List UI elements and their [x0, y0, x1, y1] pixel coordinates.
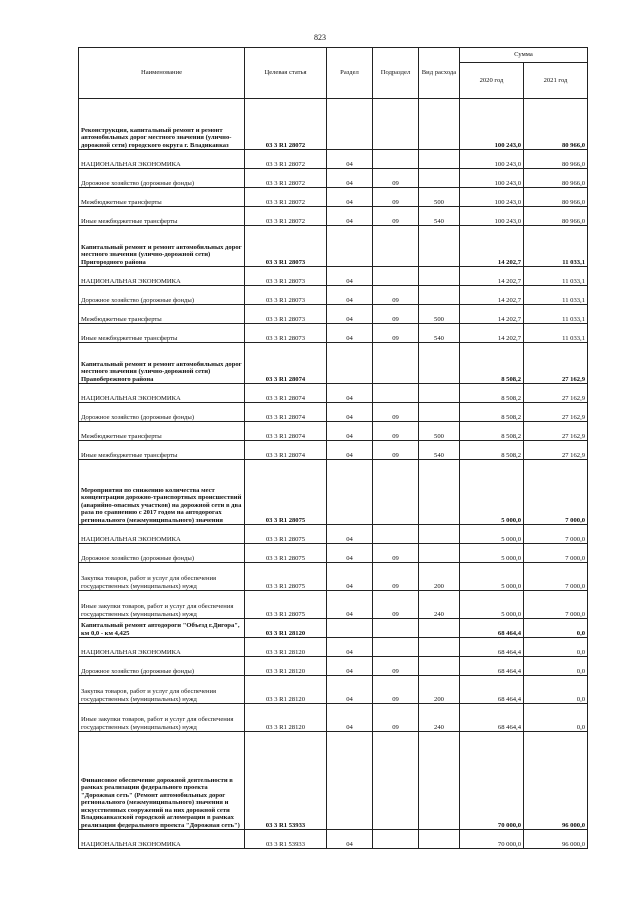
table-row — [79, 169, 588, 188]
cell-target-article: 03 3 R1 28120 — [245, 638, 327, 657]
cell-section: 04 — [327, 384, 373, 403]
cell-amount-2020: 8 508,2 — [460, 441, 524, 460]
cell-name: Иные закупки товаров, работ и услуг для обеспечения государственных (муниципальных) нужд — [79, 591, 245, 619]
cell-amount-2021: 80 966,0 — [524, 169, 588, 188]
cell-expense-type: 500 — [419, 422, 460, 441]
cell-section: 04 — [327, 657, 373, 676]
cell-name: Дорожное хозяйство (дорожные фонды) — [79, 657, 245, 676]
cell-name: Иные межбюджетные трансферты — [79, 324, 245, 343]
cell-name: Дорожное хозяйство (дорожные фонды) — [79, 286, 245, 305]
cell-subsection — [373, 525, 419, 544]
cell-target-article: 03 3 R1 28074 — [245, 343, 327, 384]
cell-section: 04 — [327, 286, 373, 305]
cell-name: НАЦИОНАЛЬНАЯ ЭКОНОМИКА — [79, 384, 245, 403]
cell-name: Межбюджетные трансферты — [79, 188, 245, 207]
cell-target-article: 03 3 R1 28120 — [245, 657, 327, 676]
cell-section: 04 — [327, 324, 373, 343]
table-row — [79, 188, 588, 207]
cell-expense-type — [419, 403, 460, 422]
cell-name: Межбюджетные трансферты — [79, 422, 245, 441]
cell-name: Дорожное хозяйство (дорожные фонды) — [79, 169, 245, 188]
cell-subsection: 09 — [373, 657, 419, 676]
cell-target-article: 03 3 R1 53933 — [245, 732, 327, 830]
cell-section: 04 — [327, 525, 373, 544]
table-row — [79, 99, 588, 150]
cell-section: 04 — [327, 403, 373, 422]
table-row — [79, 441, 588, 460]
cell-expense-type — [419, 384, 460, 403]
cell-expense-type: 200 — [419, 563, 460, 591]
cell-amount-2020: 100 243,0 — [460, 188, 524, 207]
page-number: 823 — [314, 33, 326, 42]
cell-amount-2020: 68 464,4 — [460, 638, 524, 657]
cell-expense-type: 500 — [419, 305, 460, 324]
cell-expense-type — [419, 619, 460, 638]
header-section: Раздел — [327, 48, 373, 99]
cell-amount-2021: 11 033,1 — [524, 226, 588, 267]
cell-expense-type — [419, 286, 460, 305]
table-row — [79, 638, 588, 657]
cell-name: Межбюджетные трансферты — [79, 305, 245, 324]
cell-amount-2020: 70 000,0 — [460, 830, 524, 849]
cell-name: НАЦИОНАЛЬНАЯ ЭКОНОМИКА — [79, 638, 245, 657]
table-row — [79, 267, 588, 286]
cell-subsection: 09 — [373, 563, 419, 591]
cell-target-article: 03 3 R1 28072 — [245, 99, 327, 150]
cell-section — [327, 732, 373, 830]
table-row — [79, 619, 588, 638]
cell-target-article: 03 3 R1 28075 — [245, 563, 327, 591]
cell-name: Реконструкция, капитальный ремонт и ремонт автомобильных дорог местного значения (улично-дорожной сети) городского округа г. Владикавказ — [79, 99, 245, 150]
budget-table — [78, 47, 588, 849]
cell-name: НАЦИОНАЛЬНАЯ ЭКОНОМИКА — [79, 525, 245, 544]
cell-target-article: 03 3 R1 53933 — [245, 830, 327, 849]
cell-target-article: 03 3 R1 28075 — [245, 460, 327, 525]
cell-name: Иные межбюджетные трансферты — [79, 441, 245, 460]
cell-amount-2021: 11 033,1 — [524, 286, 588, 305]
cell-section: 04 — [327, 305, 373, 324]
cell-amount-2020: 8 508,2 — [460, 422, 524, 441]
cell-amount-2021: 7 000,0 — [524, 460, 588, 525]
cell-name: Закупка товаров, работ и услуг для обеспечения государственных (муниципальных) нужд — [79, 563, 245, 591]
cell-name: Закупка товаров, работ и услуг для обеспечения государственных (муниципальных) нужд — [79, 676, 245, 704]
cell-amount-2021: 7 000,0 — [524, 563, 588, 591]
table-row — [79, 305, 588, 324]
table-row — [79, 563, 588, 591]
cell-name: Мероприятия по снижению количества мест концентрации дорожно-транспортных происшествий (аварийно-опасных участков) на дорожной сети в два раза по сравнению с 2017 годом на автодорогах регионального (межмуниципального) значения — [79, 460, 245, 525]
cell-amount-2021: 27 162,9 — [524, 422, 588, 441]
cell-section: 04 — [327, 150, 373, 169]
cell-subsection: 09 — [373, 207, 419, 226]
cell-amount-2021: 27 162,9 — [524, 403, 588, 422]
cell-target-article: 03 3 R1 28075 — [245, 525, 327, 544]
cell-subsection — [373, 830, 419, 849]
header-subsection: Подраздел — [373, 48, 419, 99]
cell-amount-2020: 8 508,2 — [460, 343, 524, 384]
cell-expense-type — [419, 830, 460, 849]
cell-subsection — [373, 99, 419, 150]
cell-section: 04 — [327, 563, 373, 591]
cell-name: Капитальный ремонт и ремонт автомобильных дорог местного значения (улично-дорожной сети) Пригородного района — [79, 226, 245, 267]
cell-amount-2021: 11 033,1 — [524, 305, 588, 324]
cell-amount-2020: 100 243,0 — [460, 169, 524, 188]
cell-subsection: 09 — [373, 704, 419, 732]
cell-subsection: 09 — [373, 591, 419, 619]
cell-expense-type: 240 — [419, 591, 460, 619]
cell-expense-type — [419, 657, 460, 676]
cell-section: 04 — [327, 544, 373, 563]
cell-subsection — [373, 638, 419, 657]
cell-amount-2020: 14 202,7 — [460, 226, 524, 267]
cell-subsection — [373, 343, 419, 384]
cell-target-article: 03 3 R1 28120 — [245, 676, 327, 704]
cell-subsection: 09 — [373, 422, 419, 441]
cell-amount-2021: 80 966,0 — [524, 207, 588, 226]
cell-name: Иные межбюджетные трансферты — [79, 207, 245, 226]
cell-subsection: 09 — [373, 305, 419, 324]
cell-target-article: 03 3 R1 28073 — [245, 286, 327, 305]
cell-expense-type — [419, 343, 460, 384]
cell-amount-2021: 11 033,1 — [524, 267, 588, 286]
cell-amount-2020: 5 000,0 — [460, 460, 524, 525]
cell-expense-type — [419, 226, 460, 267]
cell-amount-2021: 27 162,9 — [524, 384, 588, 403]
cell-amount-2020: 14 202,7 — [460, 267, 524, 286]
cell-subsection: 09 — [373, 286, 419, 305]
table-row — [79, 657, 588, 676]
table-row — [79, 591, 588, 619]
cell-subsection: 09 — [373, 544, 419, 563]
cell-amount-2020: 68 464,4 — [460, 676, 524, 704]
cell-amount-2020: 5 000,0 — [460, 563, 524, 591]
cell-target-article: 03 3 R1 28072 — [245, 188, 327, 207]
cell-amount-2020: 14 202,7 — [460, 324, 524, 343]
table-row — [79, 732, 588, 830]
cell-section: 04 — [327, 441, 373, 460]
table-row — [79, 704, 588, 732]
cell-subsection — [373, 150, 419, 169]
cell-expense-type — [419, 638, 460, 657]
cell-section — [327, 226, 373, 267]
cell-target-article: 03 3 R1 28073 — [245, 226, 327, 267]
cell-subsection — [373, 226, 419, 267]
cell-amount-2020: 70 000,0 — [460, 732, 524, 830]
cell-section: 04 — [327, 267, 373, 286]
cell-section: 04 — [327, 591, 373, 619]
cell-target-article: 03 3 R1 28120 — [245, 619, 327, 638]
cell-amount-2020: 14 202,7 — [460, 286, 524, 305]
cell-name: НАЦИОНАЛЬНАЯ ЭКОНОМИКА — [79, 830, 245, 849]
cell-amount-2021: 7 000,0 — [524, 544, 588, 563]
cell-expense-type: 540 — [419, 207, 460, 226]
cell-expense-type: 200 — [419, 676, 460, 704]
cell-amount-2021: 96 000,0 — [524, 830, 588, 849]
cell-section — [327, 343, 373, 384]
cell-amount-2021: 0,0 — [524, 657, 588, 676]
cell-expense-type: 240 — [419, 704, 460, 732]
cell-amount-2020: 14 202,7 — [460, 305, 524, 324]
cell-expense-type — [419, 544, 460, 563]
cell-subsection: 09 — [373, 403, 419, 422]
cell-amount-2021: 80 966,0 — [524, 150, 588, 169]
cell-section: 04 — [327, 207, 373, 226]
cell-name: НАЦИОНАЛЬНАЯ ЭКОНОМИКА — [79, 267, 245, 286]
cell-amount-2021: 96 000,0 — [524, 732, 588, 830]
cell-amount-2020: 68 464,4 — [460, 657, 524, 676]
cell-subsection: 09 — [373, 676, 419, 704]
header-2021: 2021 год — [524, 63, 588, 99]
cell-amount-2020: 8 508,2 — [460, 384, 524, 403]
header-sum: Сумма — [460, 48, 588, 63]
cell-section: 04 — [327, 704, 373, 732]
cell-target-article: 03 3 R1 28074 — [245, 422, 327, 441]
cell-amount-2021: 0,0 — [524, 704, 588, 732]
cell-name: НАЦИОНАЛЬНАЯ ЭКОНОМИКА — [79, 150, 245, 169]
cell-section: 04 — [327, 188, 373, 207]
cell-target-article: 03 3 R1 28074 — [245, 403, 327, 422]
cell-subsection — [373, 267, 419, 286]
cell-expense-type: 500 — [419, 188, 460, 207]
cell-section: 04 — [327, 830, 373, 849]
table-row — [79, 150, 588, 169]
cell-amount-2021: 27 162,9 — [524, 441, 588, 460]
table-row — [79, 544, 588, 563]
cell-amount-2021: 27 162,9 — [524, 343, 588, 384]
cell-target-article: 03 3 R1 28073 — [245, 267, 327, 286]
cell-section — [327, 619, 373, 638]
cell-subsection — [373, 619, 419, 638]
table-row — [79, 286, 588, 305]
cell-amount-2020: 68 464,4 — [460, 704, 524, 732]
cell-name: Иные закупки товаров, работ и услуг для обеспечения государственных (муниципальных) нужд — [79, 704, 245, 732]
cell-expense-type — [419, 267, 460, 286]
cell-target-article: 03 3 R1 28074 — [245, 441, 327, 460]
table-row — [79, 384, 588, 403]
table-row — [79, 403, 588, 422]
cell-amount-2020: 68 464,4 — [460, 619, 524, 638]
cell-section — [327, 99, 373, 150]
cell-subsection — [373, 384, 419, 403]
cell-expense-type — [419, 99, 460, 150]
table-row — [79, 324, 588, 343]
cell-expense-type: 540 — [419, 324, 460, 343]
cell-name: Капитальный ремонт автодороги "Объезд г.Дигора", км 0,0 - км 4,425 — [79, 619, 245, 638]
cell-name: Дорожное хозяйство (дорожные фонды) — [79, 403, 245, 422]
cell-amount-2021: 0,0 — [524, 619, 588, 638]
cell-amount-2021: 0,0 — [524, 638, 588, 657]
table-row — [79, 460, 588, 525]
cell-amount-2020: 5 000,0 — [460, 591, 524, 619]
cell-amount-2021: 80 966,0 — [524, 99, 588, 150]
cell-target-article: 03 3 R1 28075 — [245, 544, 327, 563]
cell-section: 04 — [327, 676, 373, 704]
cell-target-article: 03 3 R1 28072 — [245, 150, 327, 169]
cell-target-article: 03 3 R1 28074 — [245, 384, 327, 403]
cell-target-article: 03 3 R1 28072 — [245, 169, 327, 188]
cell-subsection: 09 — [373, 169, 419, 188]
table-row — [79, 830, 588, 849]
table-row — [79, 422, 588, 441]
cell-section: 04 — [327, 169, 373, 188]
cell-expense-type — [419, 732, 460, 830]
cell-amount-2021: 11 033,1 — [524, 324, 588, 343]
cell-amount-2021: 7 000,0 — [524, 525, 588, 544]
header-target: Целевая статья — [245, 48, 327, 99]
cell-expense-type: 540 — [419, 441, 460, 460]
cell-target-article: 03 3 R1 28073 — [245, 305, 327, 324]
table-row — [79, 207, 588, 226]
cell-subsection — [373, 732, 419, 830]
cell-section: 04 — [327, 638, 373, 657]
cell-amount-2021: 80 966,0 — [524, 188, 588, 207]
table-row — [79, 676, 588, 704]
cell-subsection: 09 — [373, 188, 419, 207]
cell-amount-2020: 100 243,0 — [460, 207, 524, 226]
cell-name: Финансовое обеспечение дорожной деятельности в рамках реализации федерального проекта "Дорожная сеть" (Ремонт автомобильных дорог регионального (межмуниципального) значения и искусственных сооружений на них дорожной сети Владикавказской городской агломерации в рамках реализации федерального проекта "Дорожная сеть") — [79, 732, 245, 830]
cell-expense-type — [419, 169, 460, 188]
table-row — [79, 226, 588, 267]
cell-subsection: 09 — [373, 441, 419, 460]
cell-amount-2021: 7 000,0 — [524, 591, 588, 619]
cell-amount-2021: 0,0 — [524, 676, 588, 704]
cell-amount-2020: 100 243,0 — [460, 99, 524, 150]
cell-expense-type — [419, 150, 460, 169]
cell-amount-2020: 100 243,0 — [460, 150, 524, 169]
header-expense-type: Вид расхода — [419, 48, 460, 99]
cell-subsection — [373, 460, 419, 525]
cell-target-article: 03 3 R1 28072 — [245, 207, 327, 226]
cell-section: 04 — [327, 422, 373, 441]
header-2020: 2020 год — [460, 63, 524, 99]
cell-expense-type — [419, 525, 460, 544]
header-name: Наименование — [79, 48, 245, 99]
cell-section — [327, 460, 373, 525]
cell-expense-type — [419, 460, 460, 525]
cell-amount-2020: 5 000,0 — [460, 525, 524, 544]
cell-target-article: 03 3 R1 28073 — [245, 324, 327, 343]
table-row — [79, 525, 588, 544]
cell-target-article: 03 3 R1 28075 — [245, 591, 327, 619]
cell-target-article: 03 3 R1 28120 — [245, 704, 327, 732]
cell-name: Капитальный ремонт и ремонт автомобильных дорог местного значения (улично-дорожной сети) Правобережного района — [79, 343, 245, 384]
cell-amount-2020: 5 000,0 — [460, 544, 524, 563]
cell-subsection: 09 — [373, 324, 419, 343]
cell-name: Дорожное хозяйство (дорожные фонды) — [79, 544, 245, 563]
table-row — [79, 343, 588, 384]
cell-amount-2020: 8 508,2 — [460, 403, 524, 422]
